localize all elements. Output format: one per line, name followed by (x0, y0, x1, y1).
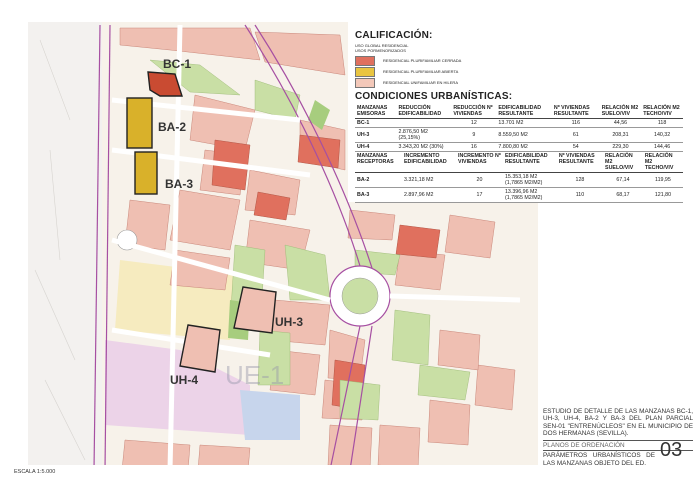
table-header-row (355, 104, 683, 119)
cell: 13.396,96 M2 (1,7865 M2/M2) (503, 188, 557, 203)
label-uh3: UH-3 (275, 315, 304, 329)
col-header: RELACIÓN M2 TECHO/VIV (641, 104, 683, 119)
cell: 16 (451, 143, 496, 152)
cell: 2.876,50 M2 (25,15%) (397, 128, 452, 143)
table-row (355, 143, 683, 152)
cell: 67,14 (603, 173, 643, 188)
legend-label: RESIDENCIAL UNIFAMILIAR EN HILERA (383, 80, 458, 85)
cell: 140,32 (641, 128, 683, 143)
legend (355, 30, 675, 102)
block-ba2 (127, 98, 152, 148)
cell: BA-2 (355, 173, 402, 188)
cell: 20 (456, 173, 503, 188)
label-ba2: BA-2 (158, 120, 187, 134)
col-header: INCREMENTO EDIFICABILIDAD (402, 152, 456, 173)
table-row (355, 188, 683, 203)
sheet-number: 03 (660, 439, 683, 461)
cell: 44,56 (600, 119, 641, 128)
col-header: REDUCCIÓN Nº VIVIENDAS (451, 104, 496, 119)
label-ue1: UE-1 (225, 360, 285, 390)
cell: 7.800,80 M2 (496, 143, 551, 152)
cell: 229,30 (600, 143, 641, 152)
col-header: INCREMENTO Nº VIVIENDAS (456, 152, 503, 173)
cell: UH-3 (355, 128, 397, 143)
col-header: REDUCCIÓN EDIFICABILIDAD (397, 104, 452, 119)
plan-type: PLANOS DE ORDENACIÓN (543, 442, 625, 450)
col-header: MANZANAS RECEPTORAS (355, 152, 402, 173)
table-emitters (355, 104, 683, 152)
cell: 13.701 M2 (496, 119, 551, 128)
plan-name: PARÁMETROS URBANÍSTICOS DE LAS MANZANAS OBJETO DEL ED. (543, 452, 655, 467)
legend-label: RESIDENCIAL PLURIFAMILIAR ABIERTA (383, 69, 459, 74)
table-receivers (355, 152, 683, 203)
cell: BA-3 (355, 188, 402, 203)
col-header: Nº VIVIENDAS RESULTANTE (557, 152, 603, 173)
col-header: Nº VIVIENDAS RESULTANTE (552, 104, 600, 119)
cell: 121,80 (643, 188, 683, 203)
cell: 68,17 (603, 188, 643, 203)
block-ba3 (135, 152, 157, 194)
legend-item (355, 56, 675, 65)
plan-description: ESTUDIO DE DETALLE DE LAS MANZANAS BC-1, UH-3, UH-4, BA-2 Y BA-3 DEL PLAN PARCIAL SEN-01 "ENTRENÚCLEOS" EN EL MUNICIPIO DE DOS HERMANAS (SEVILLA). (543, 408, 693, 437)
cell: 12 (451, 119, 496, 128)
cell: 110 (557, 188, 603, 203)
table-header-row (355, 152, 683, 173)
cell: 8.559,50 M2 (496, 128, 551, 143)
col-header: EDIFICABILIDAD RESULTANTE (503, 152, 557, 173)
legend-swatch-rc (355, 56, 375, 66)
cell: 128 (557, 173, 603, 188)
cell: 3.343,20 M2 (30%) (397, 143, 452, 152)
legend-item (355, 67, 675, 76)
cell: 54 (552, 143, 600, 152)
cell: 116 (552, 119, 600, 128)
cell: 17 (456, 188, 503, 203)
cell: 15.353,18 M2 (1,7865 M2/M2) (503, 173, 557, 188)
cell: 61 (552, 128, 600, 143)
table-row (355, 128, 683, 143)
label-ba3: BA-3 (165, 177, 194, 191)
cell: 3.321,18 M2 (402, 173, 456, 188)
legend-sub2: USOS PORMENORIZADOS (355, 48, 406, 53)
cell: BC-1 (355, 119, 397, 128)
cell: 2.897,96 M2 (402, 188, 456, 203)
block-uh4 (180, 325, 220, 372)
label-uh4: UH-4 (170, 373, 199, 387)
table-row (355, 119, 683, 128)
col-header: RELACIÓN M2 SUELO/VIV (603, 152, 643, 173)
scale-label: ESCALA 1:5.000 (14, 469, 56, 475)
cell: 9 (451, 128, 496, 143)
cell: UH-4 (355, 143, 397, 152)
conditions-title: CONDICIONES URBANÍSTICAS: (355, 91, 513, 102)
col-header: RELACIÓN M2 TECHO/VIV (643, 152, 683, 173)
cell: 119,95 (643, 173, 683, 188)
legend-swatch-ra (355, 67, 375, 77)
label-bc1: BC-1 (163, 57, 192, 71)
cell: 208,31 (600, 128, 641, 143)
legend-label: RESIDENCIAL PLURIFAMILIAR CERRADA (383, 58, 462, 63)
cell: 144,46 (641, 143, 683, 152)
legend-swatch-ru (355, 78, 375, 88)
col-header: MANZANAS EMISORAS (355, 104, 397, 119)
legend-sub1: USO GLOBAL RESIDENCIAL (355, 43, 409, 48)
col-header: RELACIÓN M2 SUELO/VIV (600, 104, 641, 119)
table-row (355, 173, 683, 188)
legend-title: CALIFICACIÓN: (355, 30, 433, 41)
cell (397, 119, 452, 128)
legend-item (355, 78, 675, 87)
col-header: EDIFICABILIDAD RESULTANTE (496, 104, 551, 119)
cell: 118 (641, 119, 683, 128)
